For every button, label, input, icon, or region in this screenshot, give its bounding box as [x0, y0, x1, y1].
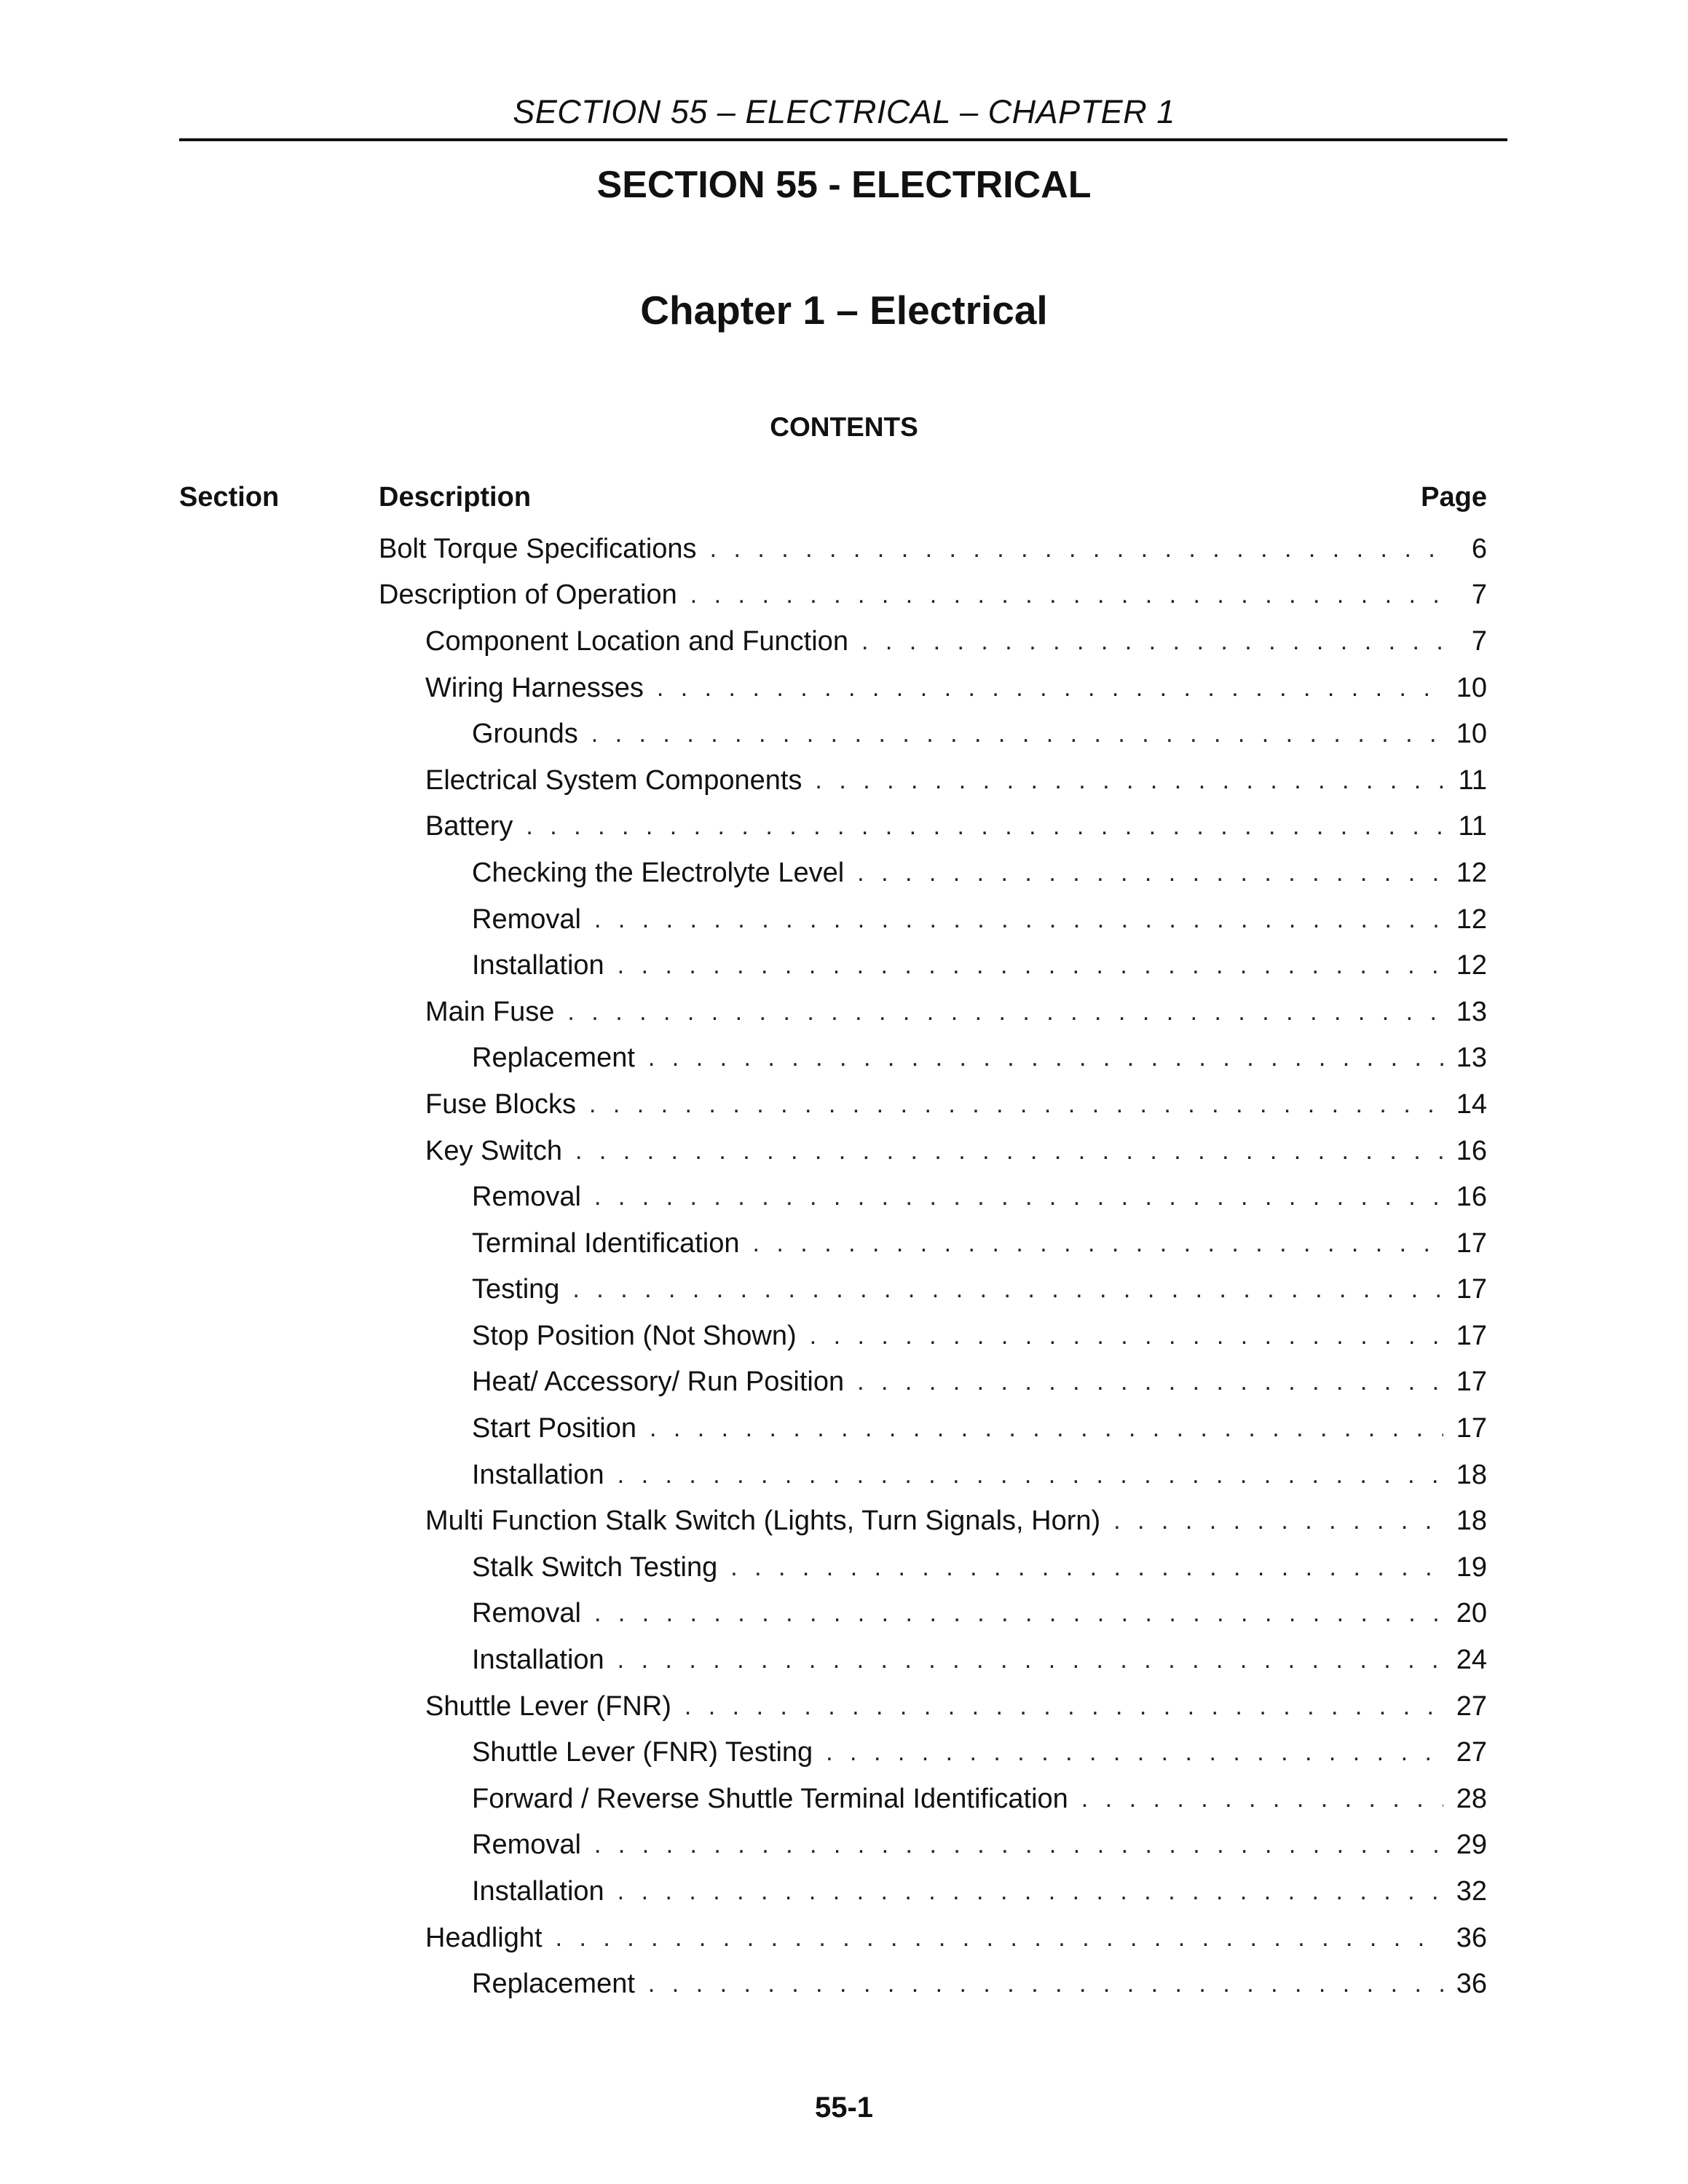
dot-leader: [594, 903, 1443, 936]
toc-entry-title: Installation: [472, 1459, 604, 1490]
dot-leader: [556, 1921, 1443, 1955]
toc-entry-page: 16: [1456, 1135, 1487, 1166]
toc-entry[interactable]: [472, 1220, 1487, 1267]
toc-entry[interactable]: [472, 1637, 1487, 1683]
dot-leader: [753, 1227, 1443, 1260]
dot-leader: [526, 810, 1443, 843]
dot-leader: [690, 578, 1443, 612]
dot-leader: [1081, 1782, 1443, 1816]
toc-entry-title: Start Position: [472, 1413, 636, 1444]
toc-entry[interactable]: [425, 1497, 1487, 1544]
toc-entry-page: 32: [1456, 1876, 1487, 1907]
toc-entry[interactable]: [425, 618, 1487, 665]
toc-entry-title: Shuttle Lever (FNR): [425, 1690, 671, 1722]
toc-entry-page: 36: [1456, 1969, 1487, 2000]
page-number: 55-1: [814, 2092, 874, 2124]
dot-leader: [618, 1643, 1443, 1677]
toc-entry-page: 17: [1456, 1366, 1487, 1398]
toc-entry-page: 11: [1458, 811, 1487, 842]
toc-entry-page: 24: [1456, 1645, 1487, 1676]
toc-entry-title: Electrical System Components: [425, 764, 802, 796]
toc-entry-page: 17: [1456, 1320, 1487, 1351]
toc-entry-title: Checking the Electrolyte Level: [472, 857, 845, 888]
running-header: SECTION 55 – ELECTRICAL – CHAPTER 1: [513, 93, 1175, 130]
toc-entry-title: Battery: [425, 811, 513, 842]
dot-leader: [710, 532, 1443, 566]
header-divider: [179, 138, 1507, 141]
dot-leader: [1113, 1504, 1443, 1538]
toc-entry-page: 12: [1456, 857, 1487, 888]
toc-entry-page: 36: [1456, 1922, 1487, 1953]
dot-leader: [567, 995, 1443, 1029]
toc-entry-page: 20: [1456, 1598, 1487, 1629]
toc-entry-title: Grounds: [472, 719, 578, 750]
dot-leader: [589, 1088, 1443, 1121]
toc-entry-page: 7: [1471, 625, 1487, 657]
toc-entry[interactable]: [425, 665, 1487, 711]
column-header-page: Page: [1421, 482, 1487, 513]
toc-entry-page: 11: [1458, 764, 1487, 796]
toc-entry-title: Wiring Harnesses: [425, 672, 644, 703]
toc-entry-page: 13: [1456, 996, 1487, 1027]
toc-entry-title: Removal: [472, 1598, 581, 1629]
toc-entry-page: 10: [1456, 719, 1487, 750]
toc-entry[interactable]: [472, 1822, 1487, 1869]
toc-entry-page: 12: [1456, 950, 1487, 981]
toc-entry-page: 10: [1456, 672, 1487, 703]
toc-entry[interactable]: [425, 989, 1487, 1035]
toc-entry[interactable]: [472, 1035, 1487, 1082]
toc-entry[interactable]: [472, 850, 1487, 896]
section-title: SECTION 55 - ELECTRICAL: [596, 164, 1092, 206]
toc-entry-title: Stalk Switch Testing: [472, 1551, 718, 1583]
dot-leader: [594, 1828, 1443, 1861]
column-header-section: Section: [179, 482, 280, 513]
toc-entry-page: 17: [1456, 1413, 1487, 1444]
column-header-description: Description: [379, 482, 532, 513]
toc-entry[interactable]: [472, 1961, 1487, 2007]
toc-entry[interactable]: [472, 1452, 1487, 1498]
toc-entry-page: 18: [1456, 1459, 1487, 1490]
toc-entry-title: Heat/ Accessory/ Run Position: [472, 1366, 845, 1398]
toc-entry[interactable]: [472, 1591, 1487, 1637]
toc-entry-title: Bolt Torque Specifications: [379, 533, 697, 564]
toc-entry[interactable]: [472, 1868, 1487, 1915]
toc-entry-title: Removal: [472, 1829, 581, 1861]
contents-heading: CONTENTS: [770, 412, 918, 442]
dot-leader: [730, 1551, 1443, 1584]
toc-entry-page: 17: [1456, 1274, 1487, 1305]
toc-entry-page: 27: [1456, 1737, 1487, 1768]
toc-entry-title: Main Fuse: [425, 996, 555, 1027]
toc-entry[interactable]: [379, 526, 1487, 572]
dot-leader: [857, 856, 1443, 890]
toc-entry-page: 12: [1456, 903, 1487, 935]
toc-entry[interactable]: [472, 1776, 1487, 1822]
dot-leader: [591, 717, 1443, 751]
toc-entry-page: 6: [1471, 533, 1487, 564]
toc-entry-title: Installation: [472, 950, 604, 981]
chapter-title: Chapter 1 – Electrical: [640, 288, 1048, 333]
toc-entry[interactable]: [425, 1128, 1487, 1174]
toc-entry-title: Stop Position (Not Shown): [472, 1320, 797, 1351]
dot-leader: [685, 1690, 1443, 1723]
toc-entry[interactable]: [472, 711, 1487, 757]
dot-leader: [618, 949, 1443, 982]
toc-entry[interactable]: [472, 1313, 1487, 1359]
toc-entry-page: 14: [1456, 1088, 1487, 1120]
toc-entry[interactable]: [472, 1267, 1487, 1313]
dot-leader: [826, 1736, 1443, 1769]
dot-leader: [648, 1041, 1443, 1075]
toc-entry-title: Description of Operation: [379, 579, 677, 611]
dot-leader: [857, 1365, 1443, 1398]
toc-entry-title: Replacement: [472, 1969, 635, 2000]
toc-entry[interactable]: [425, 1081, 1487, 1128]
toc-entry-title: Installation: [472, 1645, 604, 1676]
toc-entry-page: 18: [1456, 1506, 1487, 1537]
dot-leader: [810, 1319, 1443, 1353]
dot-leader: [650, 1412, 1443, 1445]
dot-leader: [815, 764, 1443, 797]
toc-entry-page: 13: [1456, 1042, 1487, 1074]
dot-leader: [861, 625, 1443, 658]
toc-entry-title: Terminal Identification: [472, 1227, 740, 1259]
toc-entry[interactable]: [472, 896, 1487, 943]
toc-entry-page: 17: [1456, 1227, 1487, 1259]
dot-leader: [594, 1597, 1443, 1630]
toc-entry[interactable]: [425, 804, 1487, 850]
dot-leader: [657, 671, 1443, 705]
toc-entry[interactable]: [472, 1174, 1487, 1220]
toc-entry-title: Testing: [472, 1274, 560, 1305]
toc-entry[interactable]: [425, 757, 1487, 804]
toc-entry-title: Headlight: [425, 1922, 543, 1953]
toc-entry-page: 16: [1456, 1182, 1487, 1213]
toc-entry-page: 7: [1471, 579, 1487, 611]
toc-entry[interactable]: [472, 1544, 1487, 1591]
toc-entry-title: Fuse Blocks: [425, 1088, 576, 1120]
dot-leader: [575, 1134, 1443, 1168]
toc-entry-page: 19: [1456, 1551, 1487, 1583]
toc-entry[interactable]: [472, 1729, 1487, 1776]
toc-entry[interactable]: [472, 1359, 1487, 1406]
dot-leader: [618, 1875, 1443, 1908]
toc-entry[interactable]: [472, 942, 1487, 989]
table-of-contents: [0, 526, 1688, 2007]
toc-entry-title: Multi Function Stalk Switch (Lights, Turn Signals, Horn): [425, 1506, 1101, 1537]
toc-entry[interactable]: [425, 1683, 1487, 1730]
toc-entry-title: Shuttle Lever (FNR) Testing: [472, 1737, 813, 1768]
toc-entry-title: Forward / Reverse Shuttle Terminal Identification: [472, 1783, 1068, 1814]
toc-entry-title: Removal: [472, 903, 581, 935]
toc-entry-title: Key Switch: [425, 1135, 562, 1166]
toc-entry-page: 29: [1456, 1829, 1487, 1861]
dot-leader: [618, 1458, 1443, 1492]
dot-leader: [572, 1273, 1443, 1306]
toc-entry-title: Component Location and Function: [425, 625, 848, 657]
dot-leader: [648, 1967, 1443, 2001]
toc-entry[interactable]: [472, 1405, 1487, 1452]
toc-entry-title: Replacement: [472, 1042, 635, 1074]
toc-entry-page: 27: [1456, 1690, 1487, 1722]
toc-entry[interactable]: [379, 572, 1487, 619]
dot-leader: [594, 1180, 1443, 1214]
toc-entry[interactable]: [425, 1915, 1487, 1961]
toc-entry-title: Installation: [472, 1876, 604, 1907]
toc-entry-title: Removal: [472, 1182, 581, 1213]
toc-entry-page: 28: [1456, 1783, 1487, 1814]
